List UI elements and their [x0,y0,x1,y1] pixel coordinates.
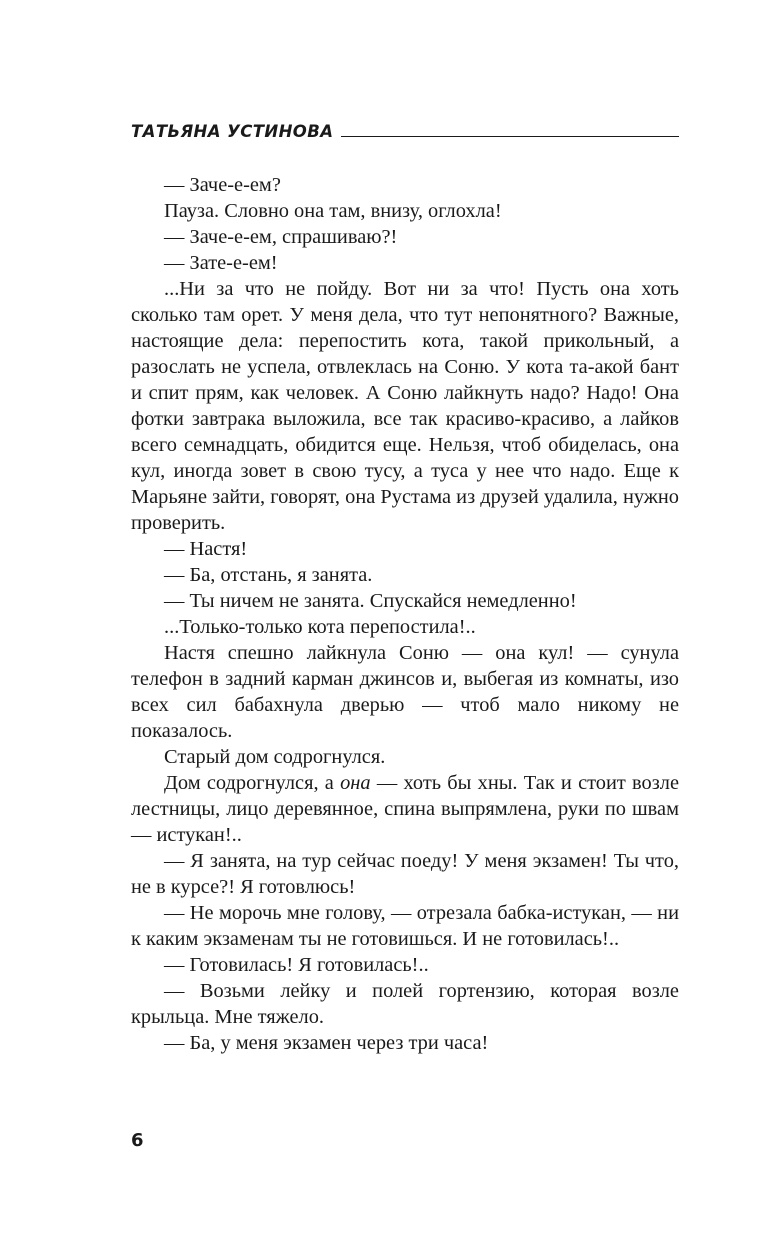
body-text [131,172,679,1056]
paragraph: — Я занята, на тур сейчас поеду! У меня экзамен! Ты что, не в курсе?! Я готовлюсь! [131,850,679,898]
paragraph: Настя спешно лайкнула Соню — она кул! — сунула телефон в задний карман джинсов и, выбегая из комнаты, изо всех сил бабахнула дверью — чтоб мало никому не показалось. [131,642,679,742]
paragraph: Старый дом содрогнулся. [164,746,386,768]
author-name: ТАТЬЯНА УСТИНОВА [131,122,334,141]
page-number: 6 [131,1130,144,1151]
paragraph: ...Ни за что не пойду. Вот ни за что! Пусть она хоть сколько там орет. У меня дела, что тут непонятного? Важные, настоящие дела: перепостить кота, такой прикольный, а разослать не успела, отвлеклась на Соню. У кота та-акой бант и спит прям, как человек. А Соню лайкнуть надо? Надо! Она фотки завтрака выложила, все так красиво-красиво, а лайков всего семнадцать, обидится еще. Нельзя, чтоб обиделась, она кул, иногда зовет в свою тусу, а туса у нее что надо. Еще к Марьяне зайти, говорят, она Рустама из друзей удалила, нужно проверить. [131,278,679,534]
text-run: Дом содрогнулся, а [164,772,341,794]
paragraph: — Не морочь мне голову, — отрезала бабка-истукан, — ни к каким экзаменам ты не готовишься. И не готовилась!.. [131,902,679,950]
paragraph: Пауза. Словно она там, внизу, оглохла! [164,200,502,222]
paragraph: — Ба, отстань, я занята. [164,564,373,586]
running-head [131,118,679,142]
header-rule [341,136,679,137]
paragraph: — Заче-е-ем, спрашиваю?! [164,226,398,248]
paragraph: — Ты ничем не занята. Спускайся немедленно! [164,590,577,612]
paragraph: — Заче-е-ем? [164,174,281,196]
paragraph: — Зате-е-ем! [164,252,278,274]
text-run: — хоть бы хны. Так и стоит возле лестницы, лицо деревянное, спина выпрямлена, руки по швам — истукан!.. [131,772,679,846]
paragraph: — Готовилась! Я готовилась!.. [164,954,429,976]
paragraph: — Ба, у меня экзамен через три часа! [164,1032,489,1054]
paragraph: ...Только-только кота перепостила!.. [164,616,476,638]
paragraph: — Возьми лейку и полей гортензию, которая возле крыльца. Мне тяжело. [131,980,679,1028]
italic-word: она [340,772,371,794]
paragraph: — Настя! [164,538,248,560]
paragraph-with-italic [131,770,679,848]
